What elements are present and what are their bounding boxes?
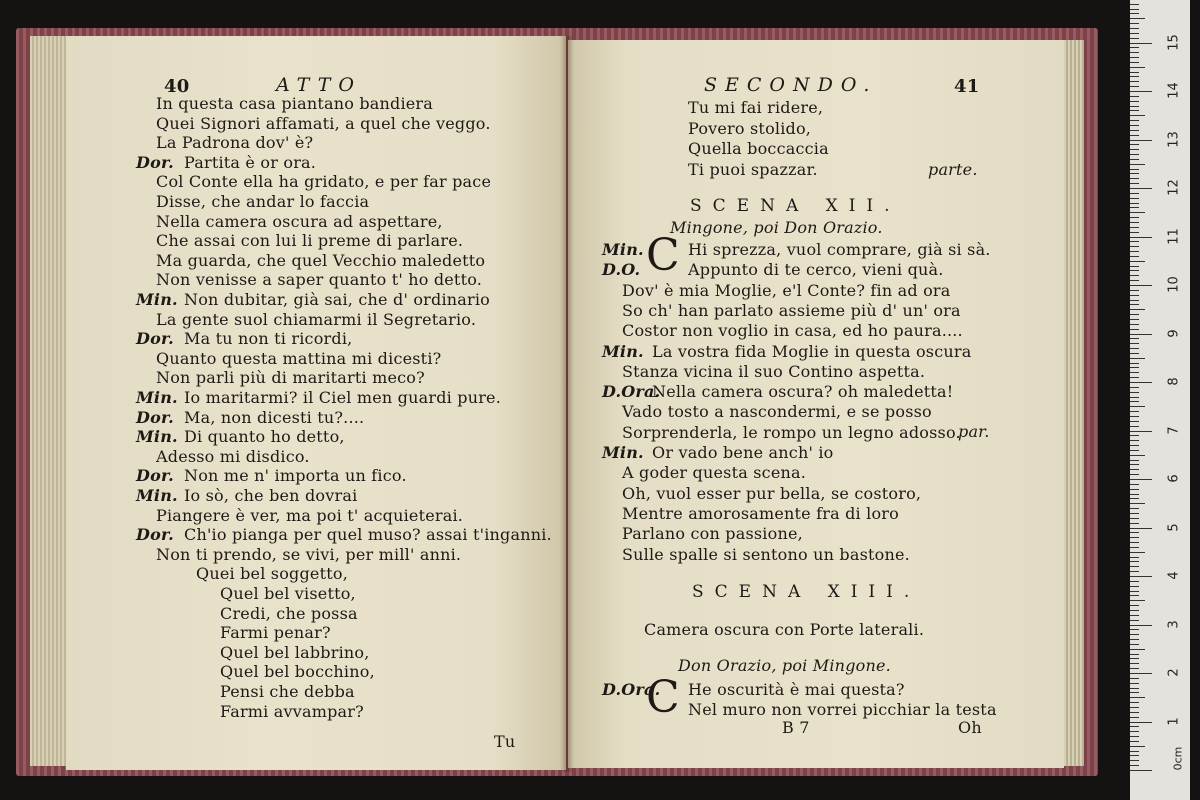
ruler-tick bbox=[1130, 484, 1139, 485]
speaker-label: Min. bbox=[602, 341, 644, 361]
ruler-tick bbox=[1130, 460, 1139, 461]
verse-line: Vado tosto a nascondermi, e se posso bbox=[622, 402, 932, 422]
ruler-number: 8 bbox=[1166, 377, 1182, 386]
ruler-tick bbox=[1130, 4, 1139, 5]
verse-line: Sorprenderla, le rompo un legno adosso. bbox=[622, 422, 961, 442]
ruler-number: 10 bbox=[1166, 276, 1182, 293]
ruler-tick bbox=[1130, 300, 1139, 301]
ruler-tick bbox=[1130, 169, 1139, 170]
ruler-tick bbox=[1130, 246, 1139, 247]
ruler-tick bbox=[1130, 9, 1139, 10]
ruler-number: 6 bbox=[1166, 474, 1182, 483]
verse-line: Ti puoi spazzar. bbox=[688, 159, 818, 179]
ruler-number: 14 bbox=[1166, 82, 1182, 99]
verse-line: Appunto di te cerco, vieni quà. bbox=[688, 260, 944, 280]
ruler-tick bbox=[1130, 431, 1152, 432]
ruler-tick bbox=[1130, 261, 1145, 262]
ruler-tick bbox=[1130, 765, 1139, 766]
verse-line: Disse, che andar lo faccia bbox=[156, 192, 370, 211]
ruler-tick bbox=[1130, 678, 1139, 679]
ruler-tick bbox=[1130, 207, 1139, 208]
ruler-tick bbox=[1130, 178, 1139, 179]
running-header-right: SECONDO. bbox=[704, 74, 878, 96]
ruler-tick bbox=[1130, 343, 1139, 344]
verse-line: Stanza vicina il suo Contino aspetta. bbox=[622, 361, 926, 381]
ruler-tick bbox=[1130, 285, 1152, 286]
ruler-tick bbox=[1130, 571, 1139, 572]
ruler-tick bbox=[1130, 625, 1152, 626]
verse-line: Adesso mi disdico. bbox=[156, 446, 310, 466]
ruler-tick bbox=[1130, 741, 1139, 742]
signature-mark: B 7 bbox=[782, 718, 810, 737]
verse-line: Ma guarda, che quel Vecchio maledetto bbox=[156, 250, 486, 270]
ruler-tick bbox=[1130, 159, 1139, 160]
ruler-tick bbox=[1130, 528, 1152, 529]
ruler-tick bbox=[1130, 101, 1139, 102]
ruler-tick bbox=[1130, 760, 1139, 761]
ruler-tick bbox=[1130, 426, 1139, 427]
ruler-tick bbox=[1130, 38, 1139, 39]
ruler-tick bbox=[1130, 513, 1139, 514]
speaker-label: Min. bbox=[136, 486, 178, 505]
ruler-tick bbox=[1130, 494, 1139, 495]
page-number-right: 41 bbox=[954, 76, 980, 97]
ruler-tick bbox=[1130, 629, 1139, 630]
ruler-tick bbox=[1130, 154, 1139, 155]
verse-line: Nella camera oscura? oh maledetta! bbox=[652, 382, 954, 402]
speaker-label: Min. bbox=[602, 240, 644, 259]
ruler-tick bbox=[1130, 18, 1145, 19]
ruler-tick bbox=[1130, 464, 1139, 465]
ruler-tick bbox=[1130, 367, 1139, 368]
ruler-number: 13 bbox=[1166, 130, 1182, 148]
ruler-tick bbox=[1130, 508, 1139, 509]
ruler-tick bbox=[1130, 62, 1139, 63]
ruler-tick bbox=[1130, 688, 1139, 689]
ruler-tick bbox=[1130, 697, 1145, 698]
ruler-tick bbox=[1130, 600, 1145, 601]
ruler-number: 5 bbox=[1166, 522, 1182, 532]
ruler-tick bbox=[1130, 295, 1139, 296]
ruler-tick bbox=[1130, 57, 1139, 58]
measuring-ruler bbox=[1130, 0, 1190, 800]
verse-line: Parlano con passione, bbox=[622, 524, 803, 544]
drop-cap-scene-13: C bbox=[646, 672, 680, 723]
scene-12-characters: Mingone, poi Don Orazio. bbox=[670, 218, 883, 237]
ruler-tick bbox=[1130, 96, 1139, 97]
ruler-tick bbox=[1130, 377, 1139, 378]
ruler-tick bbox=[1130, 120, 1139, 121]
ruler-tick bbox=[1130, 620, 1139, 621]
ruler-tick bbox=[1130, 503, 1145, 504]
ruler-tick bbox=[1130, 649, 1145, 650]
ruler-tick bbox=[1130, 707, 1139, 708]
ruler-tick bbox=[1130, 435, 1139, 436]
ruler-tick bbox=[1130, 644, 1139, 645]
ruler-tick bbox=[1130, 270, 1139, 271]
verse-line: Quei Signori affamati, a quel che veggo. bbox=[156, 113, 491, 133]
verse-line: Oh, vuol esser pur bella, se costoro, bbox=[622, 483, 922, 503]
aria-line: Credi, che possa bbox=[220, 603, 358, 623]
ruler-tick bbox=[1130, 411, 1139, 412]
ruler-tick bbox=[1130, 445, 1139, 446]
ruler-tick bbox=[1130, 615, 1139, 616]
ruler-tick bbox=[1130, 251, 1139, 252]
ruler-tick bbox=[1130, 212, 1145, 213]
ruler-tick bbox=[1130, 440, 1139, 441]
ruler-tick bbox=[1130, 81, 1139, 82]
verse-line: Dov' è mia Moglie, e'l Conte? fin ad ora bbox=[622, 280, 951, 300]
ruler-tick bbox=[1130, 334, 1152, 335]
ruler-tick bbox=[1130, 338, 1139, 339]
ruler-number: 3 bbox=[1166, 619, 1182, 629]
ruler-tick bbox=[1130, 106, 1139, 107]
drop-cap-scene-12: C bbox=[646, 230, 680, 281]
ruler-tick bbox=[1130, 217, 1139, 218]
ruler-tick bbox=[1130, 469, 1139, 470]
ruler-tick bbox=[1130, 125, 1139, 126]
ruler-tick bbox=[1130, 518, 1139, 519]
scene-12-title: SCENA XII. bbox=[690, 196, 901, 216]
verse-line: Quella boccaccia bbox=[688, 139, 829, 158]
ruler-tick bbox=[1130, 256, 1139, 257]
ruler-tick bbox=[1130, 135, 1139, 136]
verse-line: La Padrona dov' è? bbox=[156, 133, 314, 153]
verse-line: Non parli più di maritarti meco? bbox=[156, 368, 425, 388]
verse-line: So ch' han parlato assieme più d' un' ora bbox=[622, 300, 961, 320]
ruler-tick bbox=[1130, 673, 1152, 674]
ruler-tick bbox=[1130, 33, 1139, 34]
ruler-tick bbox=[1130, 658, 1139, 659]
ruler-tick bbox=[1130, 353, 1139, 354]
ruler-tick bbox=[1130, 561, 1139, 562]
ruler-tick bbox=[1130, 479, 1152, 480]
catchword-right: Oh bbox=[958, 718, 982, 737]
ruler-tick bbox=[1130, 736, 1139, 737]
ruler-number: 12 bbox=[1166, 179, 1182, 196]
ruler-tick bbox=[1130, 726, 1139, 727]
ruler-unit: 0cm bbox=[1171, 746, 1185, 771]
verse-line: Nella camera oscura ad aspettare, bbox=[156, 211, 443, 231]
aria-line: Farmi penar? bbox=[220, 623, 331, 643]
right-page bbox=[568, 40, 1064, 768]
verse-line: Non dubitar, già sai, che d' ordinario bbox=[184, 290, 491, 309]
ruler-tick bbox=[1130, 450, 1139, 451]
stage-direction-par: par. bbox=[958, 422, 990, 441]
ruler-tick bbox=[1130, 237, 1152, 238]
ruler-tick bbox=[1130, 722, 1152, 723]
left-page bbox=[66, 36, 566, 770]
ruler-tick bbox=[1130, 67, 1145, 68]
ruler-tick bbox=[1130, 532, 1139, 533]
ruler-tick bbox=[1130, 13, 1139, 14]
ruler-tick bbox=[1130, 47, 1139, 48]
verse-line: A goder questa scena. bbox=[622, 463, 807, 483]
ruler-tick bbox=[1130, 280, 1139, 281]
aria-line: Pensi che debba bbox=[220, 682, 355, 701]
running-header-left: ATTO bbox=[276, 74, 362, 96]
ruler-tick bbox=[1130, 683, 1139, 684]
ruler-tick bbox=[1130, 746, 1145, 747]
speaker-label: Dor. bbox=[136, 329, 174, 349]
ruler-tick bbox=[1130, 717, 1139, 718]
ruler-tick bbox=[1130, 372, 1139, 373]
speaker-label: Min. bbox=[136, 290, 178, 309]
ruler-tick bbox=[1130, 455, 1145, 456]
scene-13-title: SCENA XIII. bbox=[692, 582, 921, 602]
ruler-tick bbox=[1130, 363, 1139, 364]
verse-line: In questa casa piantano bandiera bbox=[156, 94, 434, 113]
ruler-tick bbox=[1130, 610, 1139, 611]
ruler-number: 4 bbox=[1166, 571, 1182, 580]
verse-line: Che assai con lui li preme di parlare. bbox=[156, 231, 464, 251]
ruler-tick bbox=[1130, 489, 1139, 490]
ruler-tick bbox=[1130, 144, 1139, 145]
verse-line: Povero stolido, bbox=[688, 118, 812, 138]
speaker-label: D.O. bbox=[602, 260, 641, 280]
verse-line: Non venisse a saper quanto t' ho detto. bbox=[156, 270, 483, 290]
ruler-tick bbox=[1130, 72, 1139, 73]
ruler-tick bbox=[1130, 266, 1139, 267]
aria-line: Farmi avvampar? bbox=[220, 701, 364, 721]
ruler-tick bbox=[1130, 576, 1152, 577]
verse-line: Ma, non dicesti tu?.... bbox=[184, 407, 365, 427]
ruler-tick bbox=[1130, 547, 1139, 548]
ruler-tick bbox=[1130, 401, 1139, 402]
verse-line: La gente suol chiamarmi il Segretario. bbox=[156, 309, 477, 329]
ruler-tick bbox=[1130, 397, 1139, 398]
ruler-number: 2 bbox=[1166, 668, 1182, 677]
page-number-left: 40 bbox=[164, 76, 190, 97]
aria-line: Quel bel labbrino, bbox=[220, 642, 370, 662]
ruler-tick bbox=[1130, 595, 1139, 596]
ruler-tick bbox=[1130, 634, 1139, 635]
ruler-tick bbox=[1130, 581, 1139, 582]
ruler-number: 9 bbox=[1166, 328, 1182, 338]
ruler-tick bbox=[1130, 639, 1139, 640]
verse-line: Mentre amorosamente fra di loro bbox=[622, 503, 899, 523]
ruler-tick bbox=[1130, 86, 1139, 87]
ruler-tick bbox=[1130, 324, 1139, 325]
verse-line: Col Conte ella ha gridato, e per far pace bbox=[156, 172, 492, 192]
speaker-label: Dor. bbox=[136, 407, 174, 427]
speaker-label: Min. bbox=[136, 388, 178, 407]
ruler-tick bbox=[1130, 387, 1139, 388]
page-edges-left bbox=[30, 36, 70, 766]
speaker-label: D.Ora. bbox=[602, 680, 661, 699]
ruler-tick bbox=[1130, 552, 1145, 553]
speaker-label: Min. bbox=[136, 427, 178, 447]
book-gutter bbox=[560, 36, 574, 772]
verse-line: Partita è or ora. bbox=[184, 152, 317, 172]
ruler-number: 11 bbox=[1166, 227, 1182, 245]
ruler-tick bbox=[1130, 222, 1139, 223]
ruler-tick bbox=[1130, 668, 1139, 669]
ruler-tick bbox=[1130, 358, 1145, 359]
verse-line: Costor non voglio in casa, ed ho paura.... bbox=[622, 321, 963, 341]
verse-line: Or vado bene anch' io bbox=[652, 443, 834, 462]
aria-line: Quel bel visetto, bbox=[220, 584, 356, 603]
exit-direction: parte. bbox=[928, 160, 978, 179]
ruler-tick bbox=[1130, 692, 1139, 693]
ruler-tick bbox=[1130, 406, 1145, 407]
ruler-tick bbox=[1130, 140, 1152, 141]
verse-line: Io maritarmi? il Ciel men guardi pure. bbox=[184, 388, 501, 407]
ruler-tick bbox=[1130, 663, 1139, 664]
ruler-tick bbox=[1130, 198, 1139, 199]
aria-line: Quel bel bocchino, bbox=[220, 662, 375, 682]
ruler-tick bbox=[1130, 329, 1139, 330]
ruler-tick bbox=[1130, 712, 1139, 713]
ruler-tick bbox=[1130, 566, 1139, 567]
ruler-tick bbox=[1130, 188, 1152, 189]
ruler-tick bbox=[1130, 382, 1152, 383]
verse-line: La vostra fida Moglie in questa oscura bbox=[652, 341, 972, 361]
ruler-tick bbox=[1130, 755, 1139, 756]
verse-line: Non ti prendo, se vivi, per mill' anni. bbox=[156, 544, 462, 564]
ruler-tick bbox=[1130, 76, 1139, 77]
ruler-number: 7 bbox=[1166, 425, 1182, 435]
ruler-tick bbox=[1130, 23, 1139, 24]
verse-line: Quanto questa mattina mi dicesti? bbox=[156, 348, 442, 368]
ruler-tick bbox=[1130, 557, 1139, 558]
verse-line: Io sò, che ben dovrai bbox=[184, 486, 358, 505]
ruler-tick bbox=[1130, 232, 1139, 233]
verse-line: Sulle spalle si sentono un bastone. bbox=[622, 544, 910, 564]
ruler-tick bbox=[1130, 173, 1139, 174]
speaker-label: Dor. bbox=[136, 525, 174, 545]
ruler-tick bbox=[1130, 392, 1139, 393]
verse-line: Hi sprezza, vuol comprare, già si sà. bbox=[688, 240, 991, 259]
speaker-label: Min. bbox=[602, 443, 644, 462]
ruler-tick bbox=[1130, 115, 1145, 116]
scene-13-setting: Camera oscura con Porte laterali. bbox=[644, 620, 925, 639]
ruler-tick bbox=[1130, 193, 1139, 194]
verse-line: Ma tu non ti ricordi, bbox=[184, 329, 353, 349]
ruler-tick bbox=[1130, 43, 1152, 44]
ruler-tick bbox=[1130, 290, 1139, 291]
ruler-tick bbox=[1130, 586, 1139, 587]
ruler-tick bbox=[1130, 702, 1139, 703]
ruler-tick bbox=[1130, 421, 1139, 422]
ruler-tick bbox=[1130, 605, 1139, 606]
ruler-tick bbox=[1130, 731, 1139, 732]
verse-line: He oscurità è mai questa? bbox=[688, 680, 905, 699]
ruler-tick bbox=[1130, 164, 1145, 165]
verse-line: Piangere è ver, ma poi t' acquieterai. bbox=[156, 505, 464, 525]
speaker-label: D.Ora. bbox=[602, 382, 661, 402]
scene-13-characters: Don Orazio, poi Mingone. bbox=[678, 656, 891, 675]
ruler-tick bbox=[1130, 542, 1139, 543]
ruler-tick bbox=[1130, 275, 1139, 276]
ruler-tick bbox=[1130, 130, 1139, 131]
ruler-tick bbox=[1130, 309, 1145, 310]
verse-line: Tu mi fai ridere, bbox=[688, 98, 824, 117]
ruler-tick bbox=[1130, 523, 1139, 524]
ruler-tick bbox=[1130, 227, 1139, 228]
ruler-tick bbox=[1130, 28, 1139, 29]
speaker-label: Dor. bbox=[136, 152, 174, 172]
ruler-tick bbox=[1130, 203, 1139, 204]
catchword-left: Tu bbox=[494, 732, 516, 751]
ruler-tick bbox=[1130, 52, 1139, 53]
ruler-tick bbox=[1130, 319, 1139, 320]
ruler-tick bbox=[1130, 149, 1139, 150]
ruler-tick bbox=[1130, 751, 1139, 752]
ruler-tick bbox=[1130, 110, 1139, 111]
verse-line: Di quanto ho detto, bbox=[184, 427, 345, 447]
ruler-tick bbox=[1130, 498, 1139, 499]
ruler-number: 15 bbox=[1166, 33, 1182, 51]
ruler-tick bbox=[1130, 91, 1152, 92]
verse-line: Nel muro non vorrei picchiar la testa bbox=[688, 700, 997, 719]
ruler-tick bbox=[1130, 591, 1139, 592]
ruler-tick bbox=[1130, 537, 1139, 538]
verse-line: Non me n' importa un fico. bbox=[184, 466, 407, 486]
ruler-tick bbox=[1130, 304, 1139, 305]
aria-line: Quei bel soggetto, bbox=[196, 564, 348, 584]
verse-line: Ch'io pianga per quel muso? assai t'inganni. bbox=[184, 525, 552, 545]
ruler-tick bbox=[1130, 770, 1152, 771]
ruler-tick bbox=[1130, 416, 1139, 417]
ruler-tick bbox=[1130, 183, 1139, 184]
ruler-number: 1 bbox=[1166, 716, 1182, 726]
ruler-tick bbox=[1130, 314, 1139, 315]
ruler-tick bbox=[1130, 654, 1139, 655]
speaker-label: Dor. bbox=[136, 466, 174, 486]
ruler-tick bbox=[1130, 348, 1139, 349]
ruler-tick bbox=[1130, 474, 1139, 475]
ruler-tick bbox=[1130, 241, 1139, 242]
